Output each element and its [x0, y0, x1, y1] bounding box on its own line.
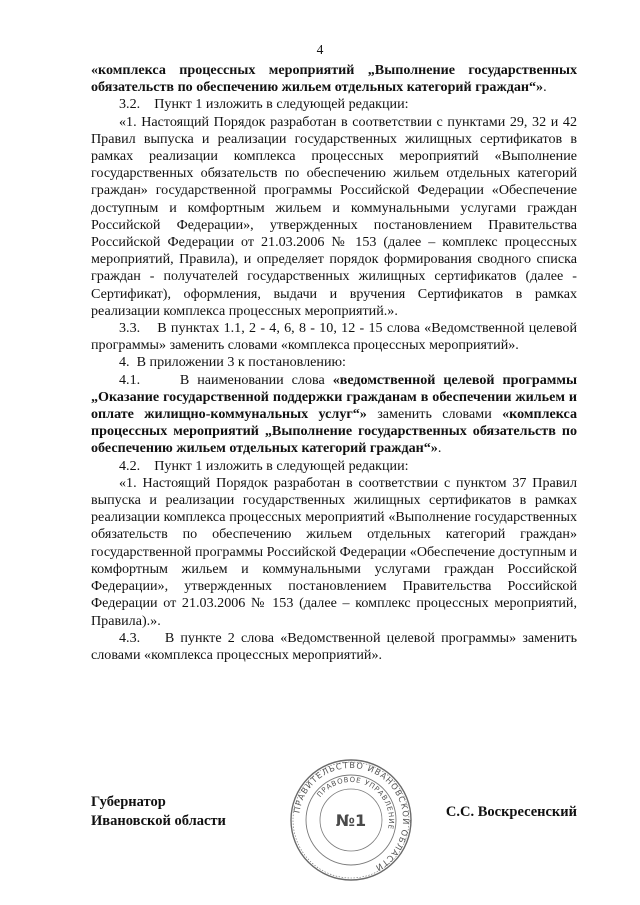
paragraph-4: 4. В приложении 3 к постановлению: — [119, 354, 346, 371]
paragraph-quote-2: «1. Настоящий Порядок разработан в соответствии с пунктом 37 Правил выпуска и реализации государственных жилищных сертификатов в рамках реализации комплекса процессных мероприятий «Выполнение государственных обязательств по обеспечению жильем отдельных категорий граждан» государственной программы Российской Федерации «Обеспечение доступным и комфортным жильем и коммунальными услугами граждан Российской Федерации», утвержденных постановлением Правительства Российской Федерации от 21.03.2006 № 153 (далее – комплекс процессных мероприятий, Правила).». — [91, 474, 577, 629]
signature-name: С.С. Воскресенский — [445, 804, 577, 820]
paragraph-3-2: 3.2. Пункт 1 изложить в следующей редакции: — [119, 96, 409, 113]
paragraph-3-3: 3.3. В пунктах 1.1, 2 - 4, 6, 8 - 10, 12 - 15 слова «Ведомственной целевой программы» заменить словами «комплекса процессных мероприятий». — [91, 320, 577, 354]
signature-title-line2: Ивановской области — [91, 813, 226, 829]
page-number: 4 — [316, 42, 324, 57]
p1-end: . — [543, 79, 547, 96]
p1-bold-text: «комплекса процессных мероприятий „Выполнение государственных обязательств по обеспечению жильем отдельных категорий граждан“» — [91, 62, 577, 96]
paragraph-p1 — [91, 62, 577, 96]
p6-start: 4.1. В наименовании слова — [119, 371, 333, 388]
paragraph-4-3: 4.3. В пункте 2 слова «Ведомственной целевой программы» заменить словами «комплекса процессных мероприятий». — [91, 629, 577, 663]
document-body — [91, 62, 577, 664]
paragraph-4-1 — [91, 372, 577, 458]
seal-center-number: №1 — [335, 811, 367, 830]
seal-outer-text: ПРАВИТЕЛЬСТВО ИВАНОВСКОЙ ОБЛАСТИ — [291, 759, 412, 874]
p6-end: . — [437, 440, 442, 457]
official-seal-stamp — [288, 757, 414, 883]
signature-title — [91, 793, 226, 831]
paragraph-quote-1: «1. Настоящий Порядок разработан в соответствии с пунктами 29, 32 и 42 Правил выпуска и реализации государственных жилищных сертификатов в рамках реализации комплекса процессных мероприятий «Выполнение государственных обязательств по обеспечению жильем отдельных категорий граждан» государственной программы Российской Федерации «Обеспечение доступным и комфортным жильем и коммунальными услугами граждан Российской Федерации», утвержденных постановлением Правительства Российской Федерации от 21.03.2006 № 153 (далее – комплекс процессных мероприятий, Правила), и определяет порядок формирования сводного списка граждан - получателей государственных жилищных сертификатов (далее - Сертификат), оформления, выдачи и вручения Сертификатов в рамках реализации комплекса процессных мероприятий.». — [91, 113, 577, 319]
p6-mid: заменить словами — [366, 406, 503, 423]
seal-inner-text: ПРАВОВОЕ УПРАВЛЕНИЕ — [315, 775, 396, 831]
paragraph-4-2: 4.2. Пункт 1 изложить в следующей редакции: — [119, 457, 409, 474]
p6-bold-new-name: «комплекса процессных мероприятий „Выполнение государственных обязательств по обеспечению жильем отдельных категорий граждан“» — [91, 406, 577, 457]
p6-bold-old-name: «ведомственной целевой программы „Оказание государственной поддержки гражданам в обеспечении жильем и оплате жилищно-коммунальных услуг“» — [91, 371, 577, 423]
signature-title-line1: Губернатор — [91, 794, 166, 810]
